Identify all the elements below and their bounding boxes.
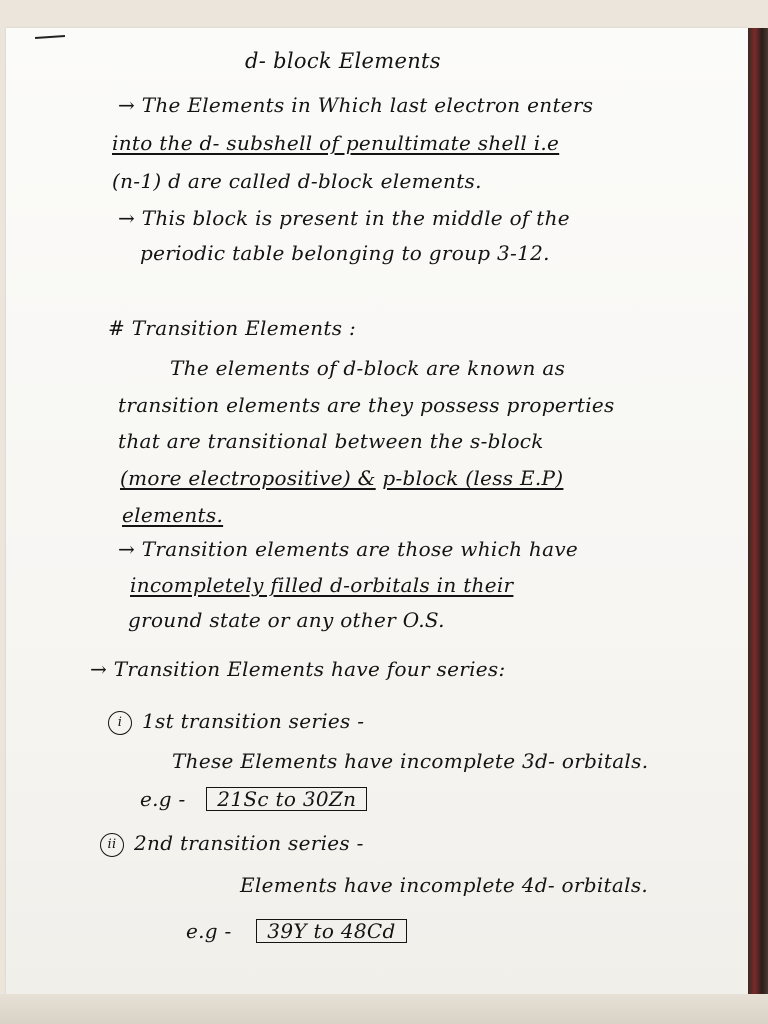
definition-line-2: into the d- subshell of penultimate shell i.e xyxy=(112,131,560,155)
series-1-description: These Elements have incomplete 3d- orbitals. xyxy=(172,749,649,773)
series-2-example xyxy=(186,918,407,944)
page-title: d- block Elements xyxy=(245,49,441,73)
series-2-eg-label: e.g - xyxy=(186,919,232,943)
series-1-example xyxy=(140,786,367,812)
transition-line-4-part-a: (more electropositive) & xyxy=(120,466,376,490)
transition-line-4-part-b: p-block (less E.P) xyxy=(382,466,564,490)
four-series-line: → Transition Elements have four series: xyxy=(90,657,506,681)
series-2-title: 2nd transition series - xyxy=(134,831,364,855)
transition-line-4 xyxy=(120,465,563,491)
incomplete-line-1: → Transition elements are those which have xyxy=(118,537,579,561)
incomplete-line-2: incompletely filled d-orbitals in their xyxy=(130,573,514,597)
definition-line-3: (n-1) d are called d-block elements. xyxy=(112,169,482,193)
transition-line-3: that are transitional between the s-block xyxy=(118,429,544,453)
incomplete-line-3: ground state or any other O.S. xyxy=(128,608,445,632)
transition-line-2: transition elements are they possess properties xyxy=(118,393,615,417)
page-bottom-margin xyxy=(0,994,768,1024)
background-edge xyxy=(748,28,768,994)
series-2-number: ii xyxy=(100,833,124,857)
series-1-range-box: 21Sc to 30Zn xyxy=(206,787,367,811)
definition-line-1: → The Elements in Which last electron enters xyxy=(118,93,594,117)
series-1-title: 1st transition series - xyxy=(142,709,365,733)
series-2-heading xyxy=(100,830,364,857)
series-2-range-box: 39Y to 48Cd xyxy=(256,919,406,943)
position-line-2: periodic table belonging to group 3-12. xyxy=(140,241,550,265)
position-line-1: → This block is present in the middle of the xyxy=(118,206,570,230)
series-1-number: i xyxy=(108,711,132,735)
series-1-heading xyxy=(108,708,364,735)
transition-line-1: The elements of d-block are known as xyxy=(170,356,566,380)
series-1-eg-label: e.g - xyxy=(140,787,186,811)
section-heading: # Transition Elements : xyxy=(108,316,357,340)
series-2-description: Elements have incomplete 4d- orbitals. xyxy=(240,873,649,897)
transition-line-5: elements. xyxy=(122,503,224,527)
